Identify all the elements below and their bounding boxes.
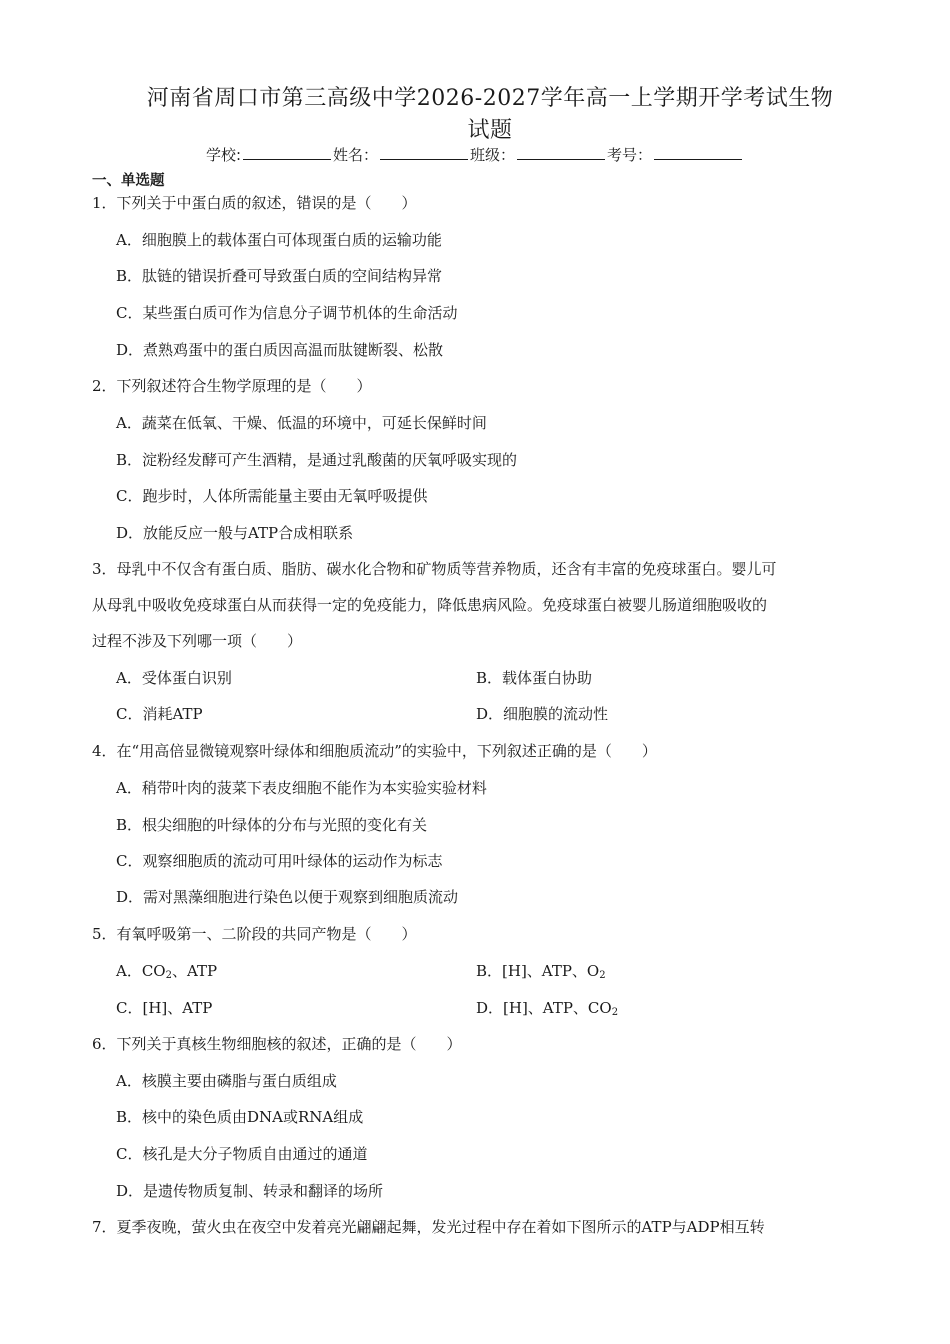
class-blank: [517, 145, 605, 160]
question-5-option-d: [476, 997, 618, 1019]
question-6-option-c: C．核孔是大分子物质自由通过的通道: [116, 1145, 368, 1163]
class-label: 班级：: [470, 146, 516, 164]
question-5-option-a-subscript: 2: [165, 970, 172, 981]
question-4-stem: 4．在“用高倍显微镜观察叶绿体和细胞质流动”的实验中，下列叙述正确的是（ ）: [92, 742, 657, 760]
question-3-stem-line-3: 过程不涉及下列哪一项（ ）: [92, 632, 303, 650]
question-3-option-c: C．消耗ATP: [116, 705, 203, 723]
name-label: 姓名：: [333, 146, 379, 164]
question-2-option-b: B．淀粉经发酵可产生酒精，是通过乳酸菌的厌氧呼吸实现的: [116, 451, 518, 469]
question-4-option-b: B．根尖细胞的叶绿体的分布与光照的变化有关: [116, 816, 428, 834]
question-6-stem: 6．下列关于真核生物细胞核的叙述，正确的是（ ）: [92, 1035, 462, 1053]
exam-no-label: 考号：: [607, 146, 653, 164]
question-1-option-c: C．某些蛋白质可作为信息分子调节机体的生命活动: [116, 304, 458, 322]
question-2-option-a: A．蔬菜在低氧、干燥、低温的环境中，可延长保鲜时间: [116, 414, 487, 432]
question-3-stem-line-1: 3．母乳中不仅含有蛋白质、脂肪、碳水化合物和矿物质等营养物质，还含有丰富的免疫球蛋白。婴儿可: [92, 560, 777, 578]
question-5-option-a-text: A．CO: [116, 962, 166, 980]
question-3-stem-line-2: 从母乳中吸收免疫球蛋白从而获得一定的免疫能力，降低患病风险。免疫球蛋白被婴儿肠道细胞吸收的: [92, 596, 768, 614]
name-blank: [380, 145, 468, 160]
school-label: 学校:: [205, 146, 241, 164]
question-1-option-a: A．细胞膜上的载体蛋白可体现蛋白质的运输功能: [116, 231, 442, 249]
question-1-option-d: D．煮熟鸡蛋中的蛋白质因高温而肽键断裂、松散: [116, 341, 444, 359]
question-1-option-b: B．肽链的错误折叠可导致蛋白质的空间结构异常: [116, 267, 443, 285]
question-3-option-d: D．细胞膜的流动性: [476, 705, 609, 723]
question-3-option-b: B．载体蛋白协助: [476, 669, 593, 687]
question-4-option-d: D．需对黑藻细胞进行染色以便于观察到细胞质流动: [116, 888, 459, 906]
question-5-option-d-subscript: 2: [611, 1007, 619, 1018]
question-5-option-d-text: D．[H]、ATP、CO: [476, 999, 612, 1017]
question-3-option-a: A．受体蛋白识别: [116, 669, 232, 687]
question-2-stem: 2．下列叙述符合生物学原理的是（ ）: [92, 377, 372, 395]
question-7-stem: 7．夏季夜晚，萤火虫在夜空中发着亮光翩翩起舞，发光过程中存在着如下图所示的ATP与ADP相互转: [92, 1218, 765, 1236]
question-5-option-b-subscript: 2: [599, 970, 606, 981]
question-1-stem: 1．下列关于中蛋白质的叙述，错误的是（ ）: [92, 194, 417, 212]
question-5-option-b: [476, 960, 606, 982]
question-5-option-a: [116, 960, 217, 982]
school-blank: [243, 145, 331, 160]
question-5-option-b-text: B．[H]、ATP、O: [476, 962, 600, 980]
question-6-option-a: A．核膜主要由磷脂与蛋白质组成: [116, 1072, 337, 1090]
exam-title: [120, 83, 860, 147]
exam-no-blank: [654, 145, 742, 160]
question-2-option-d: D．放能反应一般与ATP合成相联系: [116, 524, 354, 542]
question-4-option-c: C．观察细胞质的流动可用叶绿体的运动作为标志: [116, 852, 443, 870]
section-heading: 一、单选题: [92, 173, 165, 189]
question-4-option-a: A．稍带叶肉的菠菜下表皮细胞不能作为本实验实验材料: [116, 779, 487, 797]
question-5-stem: 5．有氧呼吸第一、二阶段的共同产物是（ ）: [92, 925, 417, 943]
student-info-row: [0, 144, 950, 166]
question-5-option-c: C．[H]、ATP: [116, 999, 213, 1017]
question-6-option-b: B．核中的染色质由DNA或RNA组成: [116, 1108, 364, 1126]
question-5-option-a-tail: 、ATP: [171, 962, 218, 980]
title-line-2: 试题: [467, 118, 513, 143]
question-6-option-d: D．是遗传物质复制、转录和翻译的场所: [116, 1182, 384, 1200]
question-2-option-c: C．跑步时，人体所需能量主要由无氧呼吸提供: [116, 487, 428, 505]
title-line-1: 河南省周口市第三高级中学2026-2027学年高一上学期开学考试生物: [146, 86, 834, 111]
